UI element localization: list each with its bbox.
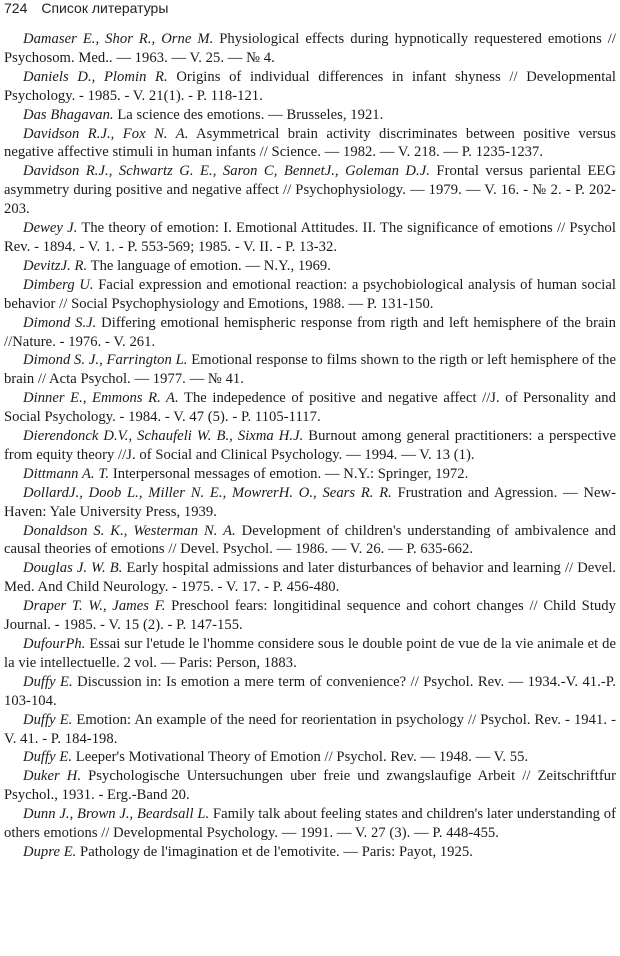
- reference-entry: [4, 597, 616, 635]
- reference-text: Burnout among general practitioners: a perspective from equity theory //J. of Social and Clinical Psychology. — 1994. — V. 13 (1).: [4, 428, 616, 463]
- reference-entry: [4, 427, 616, 465]
- reference-authors: Duffy E.: [23, 711, 73, 728]
- reference-authors: Dimond S. J., Farrington L.: [23, 352, 188, 369]
- reference-entry: [4, 465, 616, 484]
- reference-text: Interpersonal messages of emotion. — N.Y.: Springer, 1972.: [109, 465, 469, 482]
- reference-text: Differing emotional hemispheric response from rigth and left hemisphere of the brain //Nature. - 1976. - V. 261.: [4, 314, 616, 350]
- reference-entry: [4, 843, 616, 862]
- reference-authors: Dinner E., Emmons R. A.: [23, 390, 179, 407]
- reference-entry: [4, 748, 616, 767]
- reference-text: La science des emotions. — Brusseles, 1921.: [113, 106, 384, 123]
- reference-text: Physiological effects during hypnotically requestered emotions // Psychosom. Med.. — 1963. — V. 25. — № 4.: [4, 31, 616, 66]
- reference-entry: [4, 351, 616, 389]
- reference-entry: [4, 805, 616, 843]
- reference-entry: [4, 219, 616, 257]
- reference-entry: [4, 522, 616, 560]
- reference-authors: Dunn J., Brown J., Beardsall L.: [23, 806, 210, 823]
- reference-entry: [4, 673, 616, 711]
- reference-text: Preschool fears: longitidinal sequence and cohort changes // Child Study Journal. - 1985. - V. 15 (2). - P. 147-155.: [4, 598, 616, 634]
- reference-text: Frustration and Agression. — New-Haven: Yale University Press, 1939.: [4, 484, 616, 520]
- reference-list: [4, 30, 616, 862]
- reference-authors: Daniels D., Plomin R.: [23, 68, 168, 85]
- reference-authors: Donaldson S. K., Westerman N. A.: [23, 522, 236, 539]
- reference-text: The theory of emotion: I. Emotional Attitudes. II. The significance of emotions // Psychol Rev. - 1894. - V. 1. - P. 553-569; 1985. - V. II. - P. 13-32.: [4, 220, 616, 255]
- reference-entry: [4, 106, 616, 125]
- reference-authors: Dewey J.: [23, 220, 78, 237]
- reference-text: The language of emotion. — N.Y., 1969.: [87, 257, 331, 274]
- reference-authors: Dimond S.J.: [23, 314, 97, 331]
- reference-entry: [4, 711, 616, 749]
- reference-text: Discussion in: Is emotion a mere term of convenience? // Psychol. Rev. — 1934.-V. 41.-P. 103-104.: [4, 673, 616, 709]
- reference-text: Essai sur l'etude le l'homme considere sous le double point de vue de la vie animale et de la vie intellectuelle. 2 vol. — Paris: Person, 1883.: [4, 636, 616, 671]
- reference-authors: Davidson R.J., Schwartz G. E., Saron C, BennetJ., Goleman D.J.: [23, 163, 430, 180]
- reference-authors: Duker H.: [23, 768, 82, 785]
- reference-entry: [4, 68, 616, 106]
- reference-entry: [4, 162, 616, 219]
- reference-text: Origins of individual differences in infant shyness // Developmental Psychology. - 1985. - V. 21(1). - P. 118-121.: [4, 68, 617, 104]
- page-header: [4, 0, 616, 24]
- reference-authors: Duffy E.: [23, 749, 73, 766]
- reference-authors: DevitzJ. R.: [23, 257, 88, 274]
- reference-authors: Dittmann A. T.: [23, 465, 110, 482]
- reference-text: Asymmetrical brain activity discriminates between positive versus negative affective stimuli in human infants // Science. — 1982. — V. 218. — P. 1235-1237.: [4, 125, 616, 161]
- reference-text: Family talk about feeling states and children's later understanding of others emotions // Developmental Psychology. — 1991. — V. 27 (3). — P. 448-455.: [4, 806, 616, 842]
- page-number: 724: [4, 0, 28, 16]
- reference-text: Frontal versus pariental EEG asymmetry during positive and negative affect // Psychophysiology. — 1979. — V. 16. - № 2. - P. 202-203.: [4, 163, 616, 218]
- reference-entry: [4, 276, 616, 314]
- reference-text: Pathology de l'imagination et de l'emotivite. — Paris: Payot, 1925.: [76, 843, 473, 860]
- reference-entry: [4, 767, 616, 805]
- reference-authors: Draper T. W., James F.: [23, 598, 166, 615]
- reference-text: Development of children's understanding of ambivalence and causal theories of emotions // Devel. Psychol. — 1986. — V. 26. — P. 635-662.: [4, 522, 616, 558]
- reference-entry: [4, 30, 616, 68]
- reference-entry: [4, 314, 616, 352]
- reference-authors: Dierendonck D.V., Schaufeli W. B., Sixma H.J.: [23, 428, 304, 445]
- reference-authors: DufourPh.: [23, 636, 86, 652]
- reference-entry: [4, 257, 616, 276]
- reference-authors: Dupre E.: [23, 843, 77, 860]
- reference-authors: Douglas J. W. B.: [23, 560, 123, 577]
- reference-authors: DollardJ., Doob L., Miller N. E., MowrerH. O., Sears R. R.: [23, 484, 392, 501]
- reference-entry: [4, 125, 616, 163]
- reference-text: Facial expression and emotional reaction: a psychobiological analysis of human social behavior // Social Psychophysiology and Emotions, 1988. — P. 131-150.: [4, 276, 616, 312]
- reference-text: Leeper's Motivational Theory of Emotion // Psychol. Rev. — 1948. — V. 55.: [72, 749, 529, 766]
- reference-authors: Damaser E., Shor R., Orne M.: [23, 31, 214, 47]
- reference-authors: Duffy E.: [23, 673, 73, 690]
- reference-text: The indepedence of positive and negative affect //J. of Personality and Social Psychology. - 1984. - V. 47 (5). - P. 1105-1117.: [4, 390, 616, 426]
- reference-authors: Dimberg U.: [23, 276, 94, 293]
- reference-entry: [4, 635, 616, 673]
- reference-text: Emotion: An example of the need for reorientation in psychology // Psychol. Rev. - 1941. - V. 41. - P. 184-198.: [4, 711, 616, 747]
- reference-entry: [4, 484, 616, 522]
- reference-authors: Das Bhagavan.: [23, 106, 114, 123]
- reference-entry: [4, 389, 616, 427]
- reference-text: Psychologische Untersuchungen uber freie und zwangslaufige Arbeit // Zeitschriftfur Psychol., 1931. - Erg.-Band 20.: [4, 768, 616, 804]
- reference-entry: [4, 559, 616, 597]
- running-title: Список литературы: [41, 0, 169, 16]
- reference-text: Emotional response to films shown to the rigth or left hemisphere of the brain // Acta Psychol. — 1977. — № 41.: [4, 352, 616, 388]
- reference-text: Early hospital admissions and later disturbances of behavior and learning // Devel. Med. And Child Neurology. - 1975. - V. 17. - P. 456-480.: [4, 560, 617, 596]
- reference-authors: Davidson R.J., Fox N. A.: [23, 125, 189, 142]
